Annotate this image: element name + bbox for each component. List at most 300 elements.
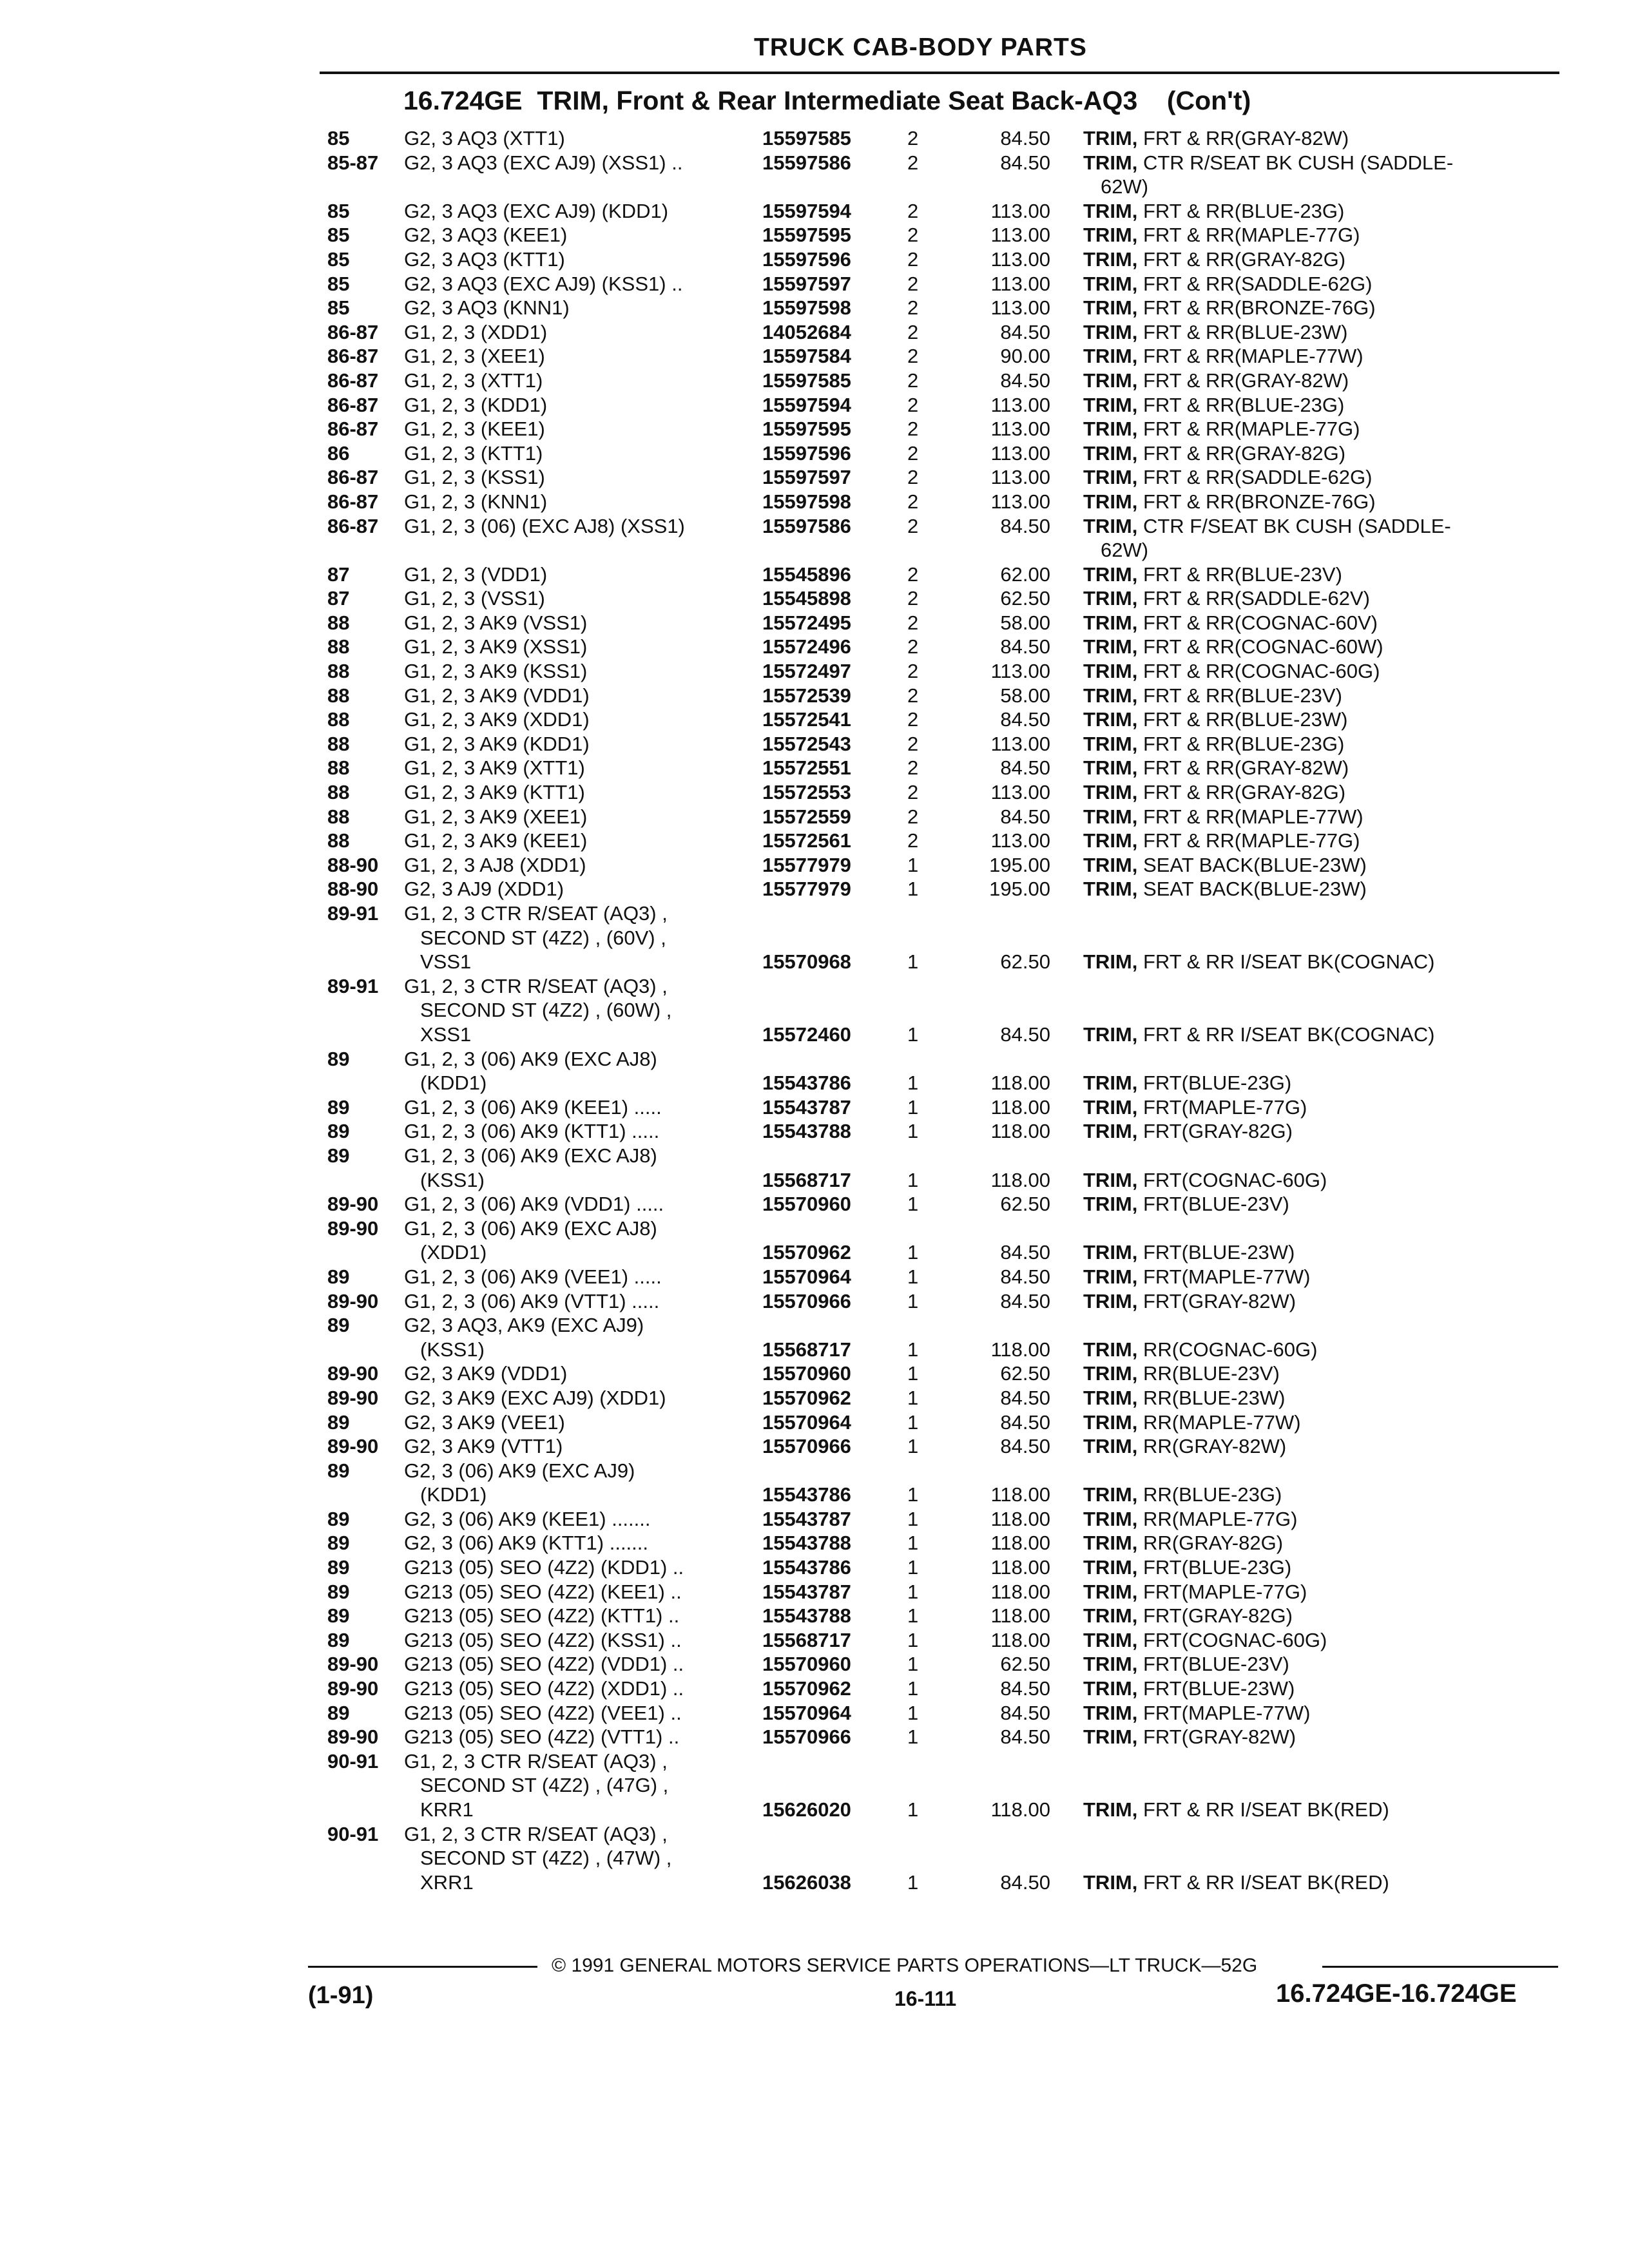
row-quantity: 1 <box>907 1168 919 1191</box>
trim-keyword: TRIM, <box>1083 1798 1138 1821</box>
row-year: 89 <box>327 1095 350 1119</box>
row-price: 113.00 <box>990 393 1050 416</box>
row-description: TRIM, FRT(GRAY-82W) <box>1083 1725 1296 1749</box>
row-price: 118.00 <box>990 1338 1050 1361</box>
row-model-line: G213 (05) SEO (4Z2) (VDD1) .. <box>404 1653 684 1676</box>
table-row <box>0 1289 1629 1314</box>
row-part-number: 15597598 <box>762 296 851 320</box>
row-price: 84.50 <box>1000 369 1050 392</box>
row-model-line: G1, 2, 3 (06) AK9 (EXC AJ8) <box>404 1216 657 1240</box>
table-row <box>0 1822 1629 1895</box>
row-price: 84.50 <box>1000 635 1050 658</box>
row-quantity: 2 <box>907 441 919 465</box>
row-description: TRIM, FRT & RR(MAPLE-77G) <box>1083 418 1360 441</box>
row-model <box>404 1677 746 1701</box>
row-part-number: 15570964 <box>762 1265 851 1288</box>
row-model-line: G1, 2, 3 CTR R/SEAT (AQ3) , <box>404 974 668 997</box>
table-row <box>0 1265 1629 1289</box>
row-year: 89-90 <box>327 1289 379 1312</box>
row-description: TRIM, RR(COGNAC-60G) <box>1083 1338 1318 1361</box>
row-description: TRIM, FRT(MAPLE-77W) <box>1083 1701 1311 1724</box>
row-model-line: G2, 3 AQ3 (KTT1) <box>404 247 565 271</box>
row-model-line: (KDD1) <box>420 1483 487 1506</box>
row-quantity: 1 <box>907 950 919 974</box>
row-model-line: G1, 2, 3 (06) AK9 (EXC AJ8) <box>404 1144 657 1167</box>
row-part-number: 15577979 <box>762 878 851 901</box>
row-year: 88 <box>327 732 350 755</box>
table-row <box>0 514 1629 562</box>
table-row <box>0 974 1629 1047</box>
row-part-number: 14052684 <box>762 320 851 343</box>
trim-keyword: TRIM, <box>1083 1120 1138 1143</box>
row-model <box>404 151 746 175</box>
row-model <box>404 635 746 659</box>
row-model-line: SECOND ST (4Z2) , (47W) , <box>420 1847 672 1870</box>
row-quantity: 1 <box>907 1072 919 1095</box>
row-year: 86-87 <box>327 418 379 441</box>
row-model-line: G1, 2, 3 (KDD1) <box>404 393 548 416</box>
row-year: 85-87 <box>327 151 379 174</box>
table-row <box>0 659 1629 684</box>
trim-keyword: TRIM, <box>1083 1870 1138 1894</box>
row-model-line: G1, 2, 3 AK9 (XSS1) <box>404 635 588 658</box>
row-part-number: 15543786 <box>762 1072 851 1095</box>
row-model-line: G1, 2, 3 (06) AK9 (EXC AJ8) <box>404 1047 657 1070</box>
trim-keyword: TRIM, <box>1083 393 1138 416</box>
row-quantity: 2 <box>907 805 919 828</box>
row-year: 89 <box>327 1047 350 1070</box>
table-row <box>0 393 1629 418</box>
row-price: 113.00 <box>990 781 1050 804</box>
row-model-line: G1, 2, 3 (06) AK9 (KEE1) ..... <box>404 1095 662 1119</box>
row-description: TRIM, RR(MAPLE-77W) <box>1083 1410 1301 1434</box>
row-price: 84.50 <box>1000 1870 1050 1894</box>
row-model-line: G213 (05) SEO (4Z2) (KTT1) .. <box>404 1604 680 1628</box>
row-year: 86-87 <box>327 345 379 368</box>
row-quantity: 1 <box>907 1725 919 1749</box>
row-price: 90.00 <box>1000 345 1050 368</box>
row-price: 84.50 <box>1000 1725 1050 1749</box>
row-model-line: G2, 3 (06) AK9 (KTT1) ....... <box>404 1532 649 1555</box>
row-model-line: XRR1 <box>420 1870 474 1894</box>
row-year: 88 <box>327 805 350 828</box>
row-price: 62.50 <box>1000 1193 1050 1216</box>
table-row <box>0 562 1629 587</box>
trim-keyword: TRIM, <box>1083 490 1138 513</box>
row-description: TRIM, FRT(COGNAC-60G) <box>1083 1168 1327 1191</box>
row-model-line: G213 (05) SEO (4Z2) (VTT1) .. <box>404 1725 680 1749</box>
row-model-line: G2, 3 AQ3 (XTT1) <box>404 127 565 149</box>
trim-keyword: TRIM, <box>1083 1168 1138 1191</box>
row-part-number: 15570962 <box>762 1241 851 1264</box>
row-model <box>404 1047 746 1095</box>
row-description: TRIM, FRT & RR(SADDLE-62V) <box>1083 587 1370 610</box>
row-model <box>404 393 746 418</box>
row-year: 85 <box>327 296 350 320</box>
row-model <box>404 805 746 829</box>
row-description: TRIM, RR(BLUE-23G) <box>1083 1483 1282 1506</box>
row-part-number: 15572561 <box>762 829 851 852</box>
footer-section-range: 16.724GE-16.724GE <box>1276 1979 1517 2008</box>
row-model <box>404 974 746 1047</box>
row-part-number: 15543786 <box>762 1556 851 1579</box>
row-quantity: 1 <box>907 1265 919 1288</box>
row-model <box>404 247 746 272</box>
row-model <box>404 684 746 708</box>
table-row <box>0 586 1629 611</box>
row-year: 89 <box>327 1314 350 1337</box>
trim-keyword: TRIM, <box>1083 1507 1138 1530</box>
row-year: 89 <box>327 1532 350 1555</box>
trim-keyword: TRIM, <box>1083 587 1138 610</box>
row-description: TRIM, FRT & RR(BLUE-23V) <box>1083 562 1342 586</box>
row-description: TRIM, FRT & RR(BLUE-23V) <box>1083 684 1342 707</box>
row-model <box>404 369 746 393</box>
row-price: 113.00 <box>990 829 1050 852</box>
row-description: TRIM, FRT & RR(COGNAC-60V) <box>1083 611 1378 634</box>
row-model <box>404 272 746 296</box>
row-model <box>404 829 746 853</box>
row-description: TRIM, FRT & RR(COGNAC-60G) <box>1083 660 1380 683</box>
section-title: 16.724GE TRIM, Front & Rear Intermediate Seat Back-AQ3 (Con't) <box>403 86 1251 115</box>
row-model-line: G1, 2, 3 (XDD1) <box>404 320 548 343</box>
row-model-line: G1, 2, 3 (VSS1) <box>404 587 545 610</box>
table-row <box>0 296 1629 320</box>
row-year: 89 <box>327 1580 350 1603</box>
table-row <box>0 1555 1629 1580</box>
row-model <box>404 1289 746 1314</box>
row-year: 89 <box>327 1604 350 1628</box>
row-description: TRIM, CTR R/SEAT BK CUSH (SADDLE- <box>1083 151 1454 174</box>
row-description: TRIM, FRT(BLUE-23G) <box>1083 1556 1292 1579</box>
row-description: TRIM, RR(GRAY-82W) <box>1083 1435 1287 1458</box>
row-price: 62.50 <box>1000 950 1050 974</box>
row-model-line: (KSS1) <box>420 1168 485 1191</box>
row-part-number: 15568717 <box>762 1338 851 1361</box>
row-quantity: 2 <box>907 635 919 658</box>
row-model-line: G2, 3 AK9 (VTT1) <box>404 1435 563 1458</box>
trim-keyword: TRIM, <box>1083 514 1138 537</box>
row-year: 89-90 <box>327 1193 379 1216</box>
trim-keyword: TRIM, <box>1083 1580 1138 1603</box>
row-part-number: 15572460 <box>762 1023 851 1046</box>
table-row <box>0 369 1629 393</box>
row-model <box>404 199 746 224</box>
row-year: 88 <box>327 829 350 852</box>
row-model <box>404 562 746 587</box>
row-year: 89 <box>327 1628 350 1651</box>
trim-keyword: TRIM, <box>1083 418 1138 441</box>
row-model-line: G2, 3 AQ3 (EXC AJ9) (XSS1) .. <box>404 151 683 174</box>
row-model-line: G2, 3 AQ3 (EXC AJ9) (KDD1) <box>404 199 669 222</box>
row-description: TRIM, FRT(MAPLE-77G) <box>1083 1580 1307 1603</box>
row-price: 84.50 <box>1000 1410 1050 1434</box>
row-part-number: 15570962 <box>762 1677 851 1700</box>
row-quantity: 1 <box>907 1556 919 1579</box>
row-part-number: 15626038 <box>762 1870 851 1894</box>
row-description: TRIM, CTR F/SEAT BK CUSH (SADDLE- <box>1083 514 1451 537</box>
row-quantity: 2 <box>907 829 919 852</box>
row-model-line: G1, 2, 3 CTR R/SEAT (AQ3) , <box>404 1749 668 1773</box>
row-model <box>404 126 746 151</box>
row-price: 118.00 <box>990 1798 1050 1821</box>
row-model-line: SECOND ST (4Z2) , (60V) , <box>420 926 666 949</box>
row-model <box>404 1725 746 1749</box>
page-title: TRUCK CAB-BODY PARTS <box>754 34 1087 61</box>
trim-keyword: TRIM, <box>1083 1386 1138 1409</box>
footer-date: (1-91) <box>308 1982 374 2009</box>
row-model <box>404 780 746 805</box>
row-quantity: 2 <box>907 660 919 683</box>
row-quantity: 2 <box>907 490 919 513</box>
trim-keyword: TRIM, <box>1083 1701 1138 1724</box>
row-price: 113.00 <box>990 224 1050 247</box>
footer-rule-right <box>1322 1966 1558 1968</box>
table-row <box>0 1047 1629 1095</box>
row-part-number: 15568717 <box>762 1628 851 1651</box>
row-description: TRIM, FRT & RR(SADDLE-62G) <box>1083 466 1373 489</box>
table-row <box>0 1749 1629 1822</box>
row-part-number: 15577979 <box>762 853 851 876</box>
row-description: TRIM, FRT & RR(BLUE-23G) <box>1083 199 1345 222</box>
row-model-line: G1, 2, 3 AK9 (XTT1) <box>404 756 585 780</box>
trim-keyword: TRIM, <box>1083 369 1138 392</box>
row-price: 84.50 <box>1000 1701 1050 1724</box>
row-price: 113.00 <box>990 199 1050 222</box>
row-price: 113.00 <box>990 732 1050 755</box>
row-quantity: 1 <box>907 1798 919 1821</box>
row-description: TRIM, FRT & RR(BLUE-23W) <box>1083 320 1348 343</box>
trim-keyword: TRIM, <box>1083 1362 1138 1385</box>
row-year: 88 <box>327 684 350 707</box>
row-quantity: 1 <box>907 1580 919 1603</box>
row-model <box>404 223 746 247</box>
row-quantity: 1 <box>907 1677 919 1700</box>
row-description: TRIM, FRT & RR(SADDLE-62G) <box>1083 272 1373 295</box>
table-row <box>0 1361 1629 1386</box>
row-model <box>404 586 746 611</box>
row-model <box>404 853 746 878</box>
row-year: 87 <box>327 562 350 586</box>
row-model <box>404 1604 746 1628</box>
row-part-number: 15543787 <box>762 1507 851 1530</box>
trim-keyword: TRIM, <box>1083 805 1138 828</box>
trim-keyword: TRIM, <box>1083 708 1138 731</box>
trim-keyword: TRIM, <box>1083 1265 1138 1288</box>
row-quantity: 1 <box>907 1653 919 1676</box>
row-description: TRIM, RR(BLUE-23W) <box>1083 1386 1286 1409</box>
row-description: TRIM, FRT & RR(COGNAC-60W) <box>1083 635 1383 658</box>
row-description: TRIM, FRT(MAPLE-77W) <box>1083 1265 1311 1288</box>
table-row <box>0 223 1629 247</box>
row-model-line: (KDD1) <box>420 1072 487 1095</box>
trim-keyword: TRIM, <box>1083 562 1138 586</box>
row-description: TRIM, FRT & RR(BRONZE-76G) <box>1083 490 1376 513</box>
row-part-number: 15572497 <box>762 660 851 683</box>
row-model-line: G2, 3 AQ3 (KNN1) <box>404 296 570 320</box>
row-description: TRIM, FRT & RR I/SEAT BK(COGNAC) <box>1083 950 1435 974</box>
row-model-line: G2, 3 AJ9 (XDD1) <box>404 878 564 901</box>
row-year: 89-90 <box>327 1725 379 1749</box>
row-price: 84.50 <box>1000 514 1050 537</box>
row-model-line: G1, 2, 3 (06) (EXC AJ8) (XSS1) <box>404 514 685 537</box>
row-quantity: 1 <box>907 1870 919 1894</box>
row-quantity: 1 <box>907 1289 919 1312</box>
row-description: TRIM, FRT(GRAY-82G) <box>1083 1604 1293 1628</box>
row-price: 113.00 <box>990 247 1050 271</box>
row-year: 89 <box>327 1265 350 1288</box>
row-price: 118.00 <box>990 1483 1050 1506</box>
row-model-line: G213 (05) SEO (4Z2) (XDD1) .. <box>404 1677 684 1700</box>
row-quantity: 2 <box>907 587 919 610</box>
row-description: TRIM, FRT & RR(MAPLE-77W) <box>1083 805 1364 828</box>
row-part-number: 15597594 <box>762 393 851 416</box>
row-year: 86-87 <box>327 393 379 416</box>
table-row <box>0 417 1629 441</box>
row-part-number: 15570960 <box>762 1362 851 1385</box>
row-description: TRIM, FRT(BLUE-23G) <box>1083 1072 1292 1095</box>
row-price: 113.00 <box>990 466 1050 489</box>
trim-keyword: TRIM, <box>1083 151 1138 174</box>
row-part-number: 15626020 <box>762 1798 851 1821</box>
row-model <box>404 1095 746 1120</box>
trim-keyword: TRIM, <box>1083 829 1138 852</box>
row-model <box>404 1701 746 1725</box>
footer-rule-left <box>308 1966 537 1968</box>
row-year: 88-90 <box>327 853 379 876</box>
row-description: TRIM, FRT & RR(BRONZE-76G) <box>1083 296 1376 320</box>
row-model-line: G1, 2, 3 (KNN1) <box>404 490 548 513</box>
trim-keyword: TRIM, <box>1083 1604 1138 1628</box>
row-year: 88 <box>327 611 350 634</box>
row-description: TRIM, SEAT BACK(BLUE-23W) <box>1083 878 1367 901</box>
row-price: 113.00 <box>990 660 1050 683</box>
header-rule <box>320 72 1559 74</box>
trim-keyword: TRIM, <box>1083 1410 1138 1434</box>
row-year: 89-90 <box>327 1386 379 1409</box>
row-price: 84.50 <box>1000 708 1050 731</box>
row-model-line: G1, 2, 3 CTR R/SEAT (AQ3) , <box>404 902 668 925</box>
row-year: 89 <box>327 1556 350 1579</box>
row-model <box>404 1580 746 1604</box>
row-price: 113.00 <box>990 418 1050 441</box>
row-model-line: G1, 2, 3 (XTT1) <box>404 369 543 392</box>
trim-keyword: TRIM, <box>1083 732 1138 755</box>
row-price: 118.00 <box>990 1095 1050 1119</box>
row-quantity: 2 <box>907 562 919 586</box>
row-year: 85 <box>327 247 350 271</box>
trim-keyword: TRIM, <box>1083 756 1138 780</box>
row-quantity: 2 <box>907 224 919 247</box>
row-quantity: 2 <box>907 296 919 320</box>
footer-copyright: © 1991 GENERAL MOTORS SERVICE PARTS OPERATIONS—LT TRUCK—52G <box>552 1955 1258 1976</box>
row-year: 89 <box>327 1410 350 1434</box>
row-price: 118.00 <box>990 1532 1050 1555</box>
row-description: TRIM, FRT(BLUE-23V) <box>1083 1653 1289 1676</box>
row-year: 86-87 <box>327 320 379 343</box>
row-description: TRIM, RR(MAPLE-77G) <box>1083 1507 1298 1530</box>
row-quantity: 2 <box>907 514 919 537</box>
row-price: 84.50 <box>1000 756 1050 780</box>
row-description: TRIM, FRT(BLUE-23V) <box>1083 1193 1289 1216</box>
row-model-line: G1, 2, 3 AK9 (VSS1) <box>404 611 588 634</box>
row-part-number: 15572543 <box>762 732 851 755</box>
table-row <box>0 829 1629 853</box>
row-part-number: 15572559 <box>762 805 851 828</box>
row-year: 88 <box>327 781 350 804</box>
row-model <box>404 1652 746 1677</box>
trim-keyword: TRIM, <box>1083 441 1138 465</box>
row-model <box>404 659 746 684</box>
row-price: 84.50 <box>1000 1289 1050 1312</box>
row-part-number: 15570964 <box>762 1701 851 1724</box>
row-model <box>404 1410 746 1435</box>
row-year: 88 <box>327 756 350 780</box>
trim-keyword: TRIM, <box>1083 1095 1138 1119</box>
row-model <box>404 320 746 345</box>
trim-keyword: TRIM, <box>1083 1556 1138 1579</box>
table-row <box>0 1701 1629 1725</box>
row-model <box>404 417 746 441</box>
row-price: 118.00 <box>990 1556 1050 1579</box>
row-part-number: 15597596 <box>762 247 851 271</box>
row-part-number: 15570966 <box>762 1435 851 1458</box>
row-quantity: 2 <box>907 684 919 707</box>
row-model-line: (XDD1) <box>420 1241 487 1264</box>
table-row <box>0 344 1629 369</box>
row-quantity: 1 <box>907 1023 919 1046</box>
row-price: 62.50 <box>1000 1362 1050 1385</box>
row-model <box>404 756 746 780</box>
table-row <box>0 441 1629 466</box>
table-row <box>0 1313 1629 1361</box>
row-model-line: G2, 3 AQ3 (KEE1) <box>404 224 568 247</box>
row-part-number: 15597597 <box>762 272 851 295</box>
row-part-number: 15570968 <box>762 950 851 974</box>
row-model <box>404 1555 746 1580</box>
trim-keyword: TRIM, <box>1083 781 1138 804</box>
row-model-line: G1, 2, 3 (XEE1) <box>404 345 545 368</box>
row-model <box>404 1507 746 1532</box>
trim-keyword: TRIM, <box>1083 1653 1138 1676</box>
row-price: 84.50 <box>1000 320 1050 343</box>
row-model <box>404 465 746 490</box>
row-part-number: 15570964 <box>762 1410 851 1434</box>
table-row <box>0 1677 1629 1701</box>
row-year: 89-90 <box>327 1435 379 1458</box>
row-year: 86-87 <box>327 490 379 513</box>
row-quantity: 2 <box>907 466 919 489</box>
row-part-number: 15597586 <box>762 151 851 174</box>
row-price: 62.00 <box>1000 562 1050 586</box>
trim-keyword: TRIM, <box>1083 1532 1138 1555</box>
row-model <box>404 490 746 514</box>
row-description: TRIM, FRT & RR(GRAY-82G) <box>1083 781 1346 804</box>
trim-keyword: TRIM, <box>1083 878 1138 901</box>
row-model-line: G213 (05) SEO (4Z2) (KDD1) .. <box>404 1556 684 1579</box>
row-quantity: 1 <box>907 1435 919 1458</box>
row-model-line: G1, 2, 3 (KSS1) <box>404 466 545 489</box>
table-row <box>0 1507 1629 1532</box>
row-price: 113.00 <box>990 441 1050 465</box>
row-part-number: 15572541 <box>762 708 851 731</box>
row-description: TRIM, FRT & RR I/SEAT BK(RED) <box>1083 1870 1389 1894</box>
row-model <box>404 1361 746 1386</box>
row-quantity: 1 <box>907 1241 919 1264</box>
row-part-number: 15597585 <box>762 369 851 392</box>
row-model-line: G2, 3 AQ3, AK9 (EXC AJ9) <box>404 1314 644 1337</box>
row-quantity: 1 <box>907 1507 919 1530</box>
